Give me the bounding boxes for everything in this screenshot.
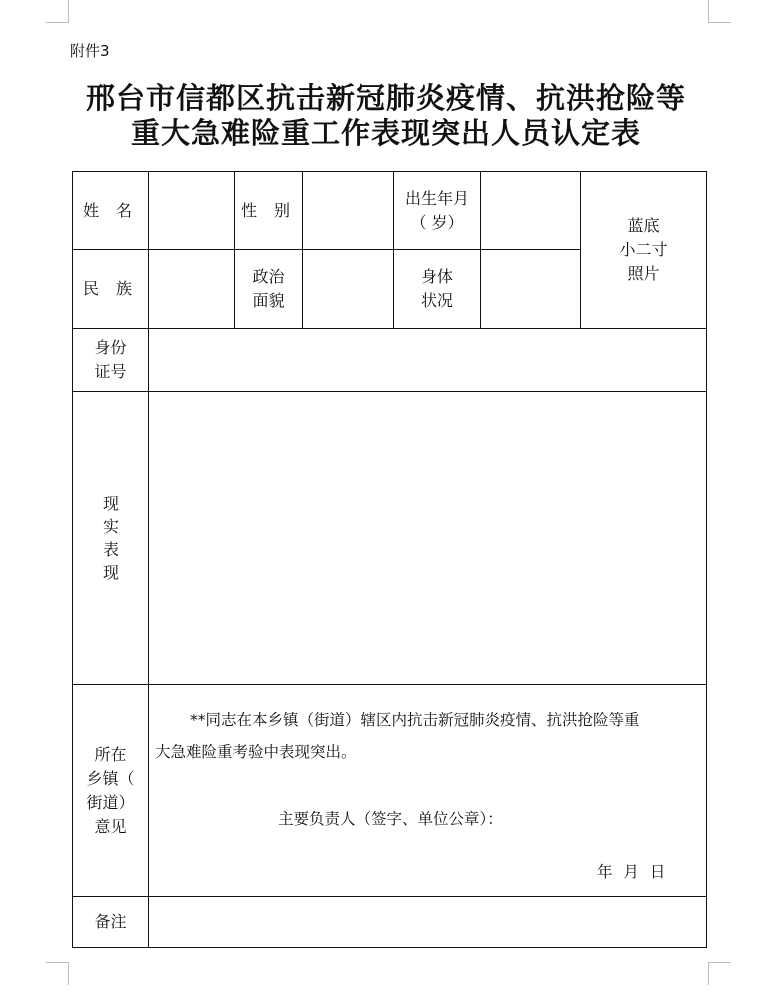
name-label: 姓 名 (82, 200, 139, 220)
crop-mark-top-right (708, 0, 731, 23)
signatory-label: 主要负责人（签字、单位公章）： (278, 810, 503, 828)
crop-mark-bottom-right (708, 962, 731, 985)
table-border-right (706, 171, 707, 948)
crop-mark-bottom-left (46, 962, 69, 985)
form-title-line-2: 重大急难险重工作表现突出人员认定表 (130, 116, 641, 150)
remarks-label: 备注 (94, 912, 127, 931)
health-label: 身体 状况 (420, 267, 453, 310)
table-border-bottom (72, 947, 707, 948)
id-number-field[interactable] (149, 329, 706, 391)
id-number-label: 身份 证号 (94, 338, 127, 381)
gender-field[interactable] (303, 172, 393, 249)
attachment-label: 附件3 (70, 42, 110, 60)
township-opinion-label: 所在 乡镇（ 街道） 意见 (86, 744, 135, 836)
ethnicity-label: 民 族 (82, 279, 139, 298)
opinion-text-line-1: **同志在本乡镇（街道）辖区内抗击新冠肺炎疫情、抗洪抢险等重 (190, 711, 640, 729)
remarks-field[interactable] (149, 897, 706, 947)
gender-label: 性 别 (240, 200, 297, 220)
birth-label: 出生年月 （ 岁） (404, 188, 469, 232)
name-field[interactable] (149, 172, 234, 249)
crop-mark-top-left (46, 0, 69, 23)
date-label: 年 月 日 (597, 863, 666, 881)
photo-placeholder[interactable]: 蓝底 小二寸 照片 (619, 216, 668, 283)
health-field[interactable] (481, 250, 580, 328)
performance-field[interactable] (149, 392, 706, 684)
birth-field[interactable] (481, 172, 580, 249)
opinion-text-line-2: 大急难险重考验中表现突出。 (155, 743, 357, 761)
political-status-field[interactable] (303, 250, 393, 328)
political-status-label: 政治 面貌 (252, 267, 285, 310)
form-title-line-1: 邢台市信都区抗击新冠肺炎疫情、抗洪抢险等 (85, 81, 686, 115)
ethnicity-field[interactable] (149, 250, 234, 328)
performance-label: 现实表现 (102, 494, 119, 582)
